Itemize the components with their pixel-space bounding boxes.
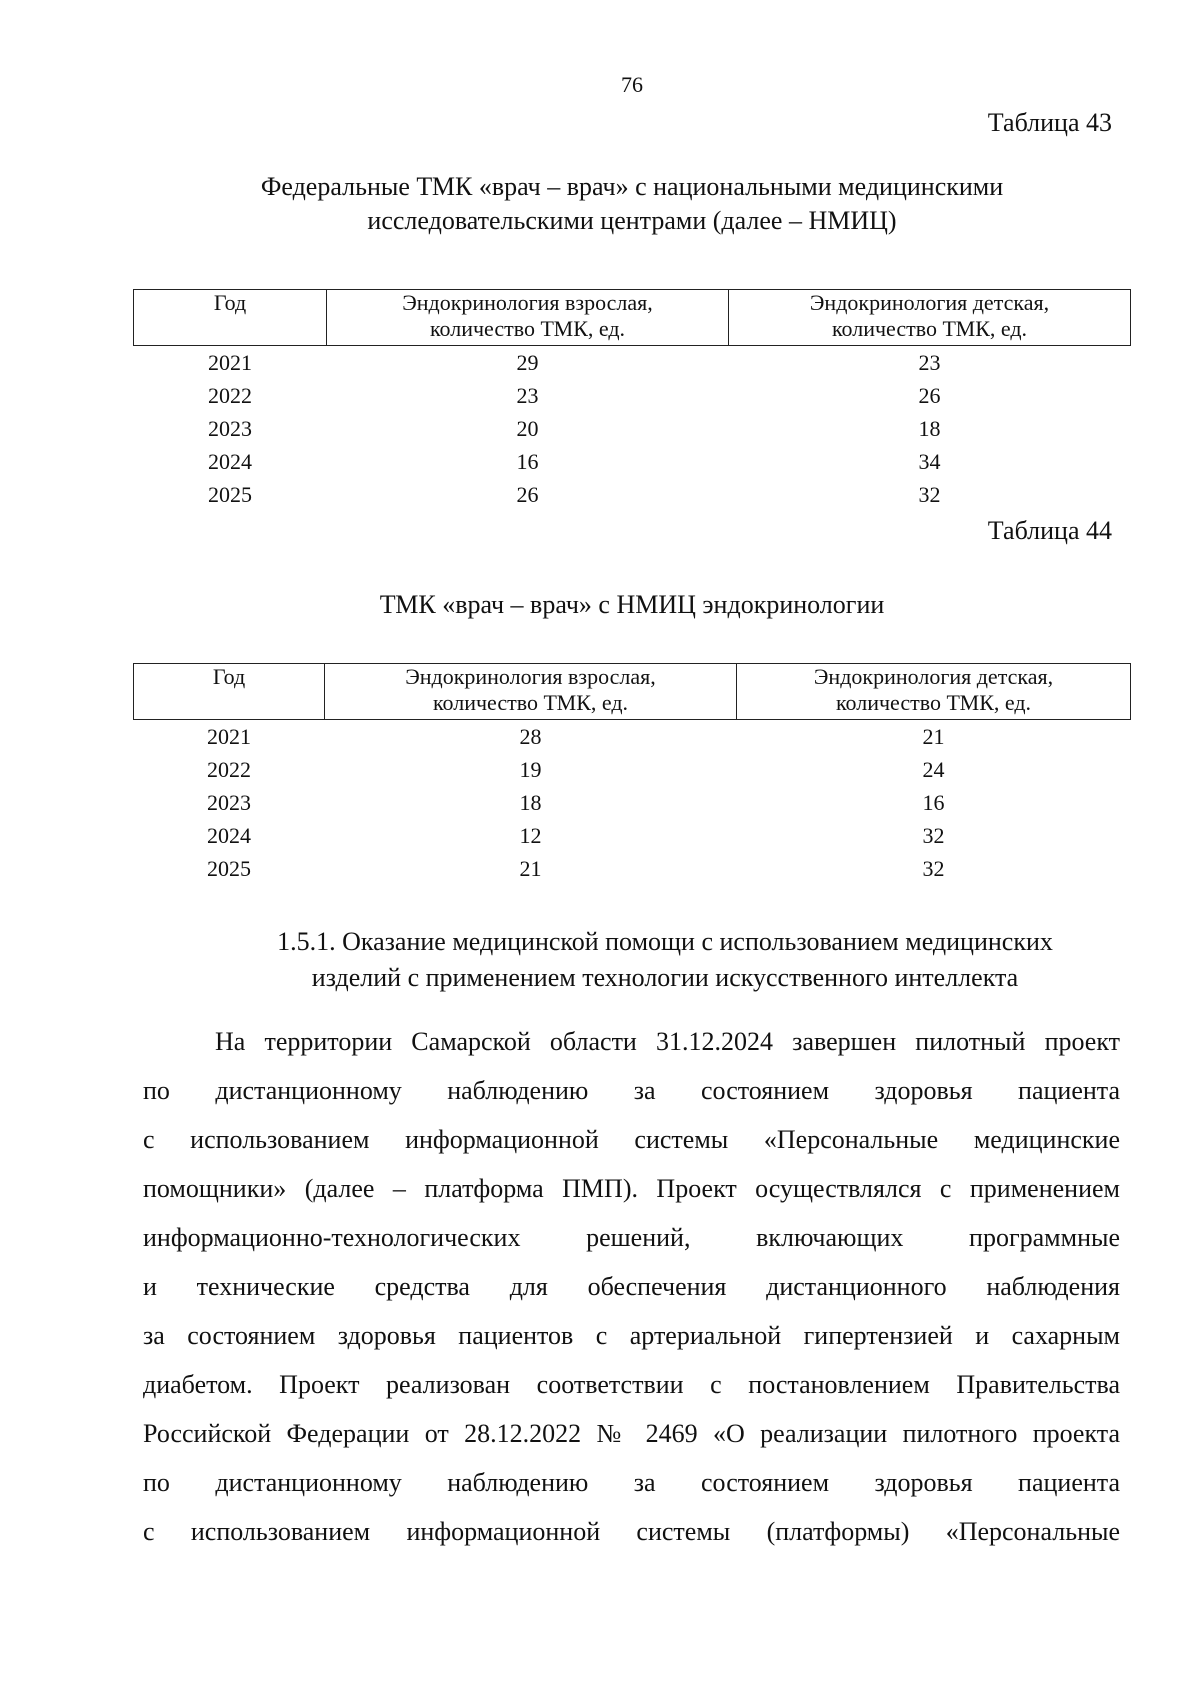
- cell-adult: 26: [516, 482, 539, 507]
- paragraph-line: за состоянием здоровья пациентов с артериальной гипертензией и сахарным: [143, 1321, 1120, 1350]
- table-row: [134, 346, 1131, 380]
- page-number: 76: [621, 72, 643, 97]
- header-adult-line-1: Эндокринология взрослая,: [405, 664, 656, 689]
- paragraph-line: На территории Самарской области 31.12.2024 завершен пилотный проект: [215, 1027, 1120, 1056]
- paragraph-line: помощники» (далее – платформа ПМП). Проект осуществлялся с применением: [143, 1174, 1120, 1203]
- cell-adult: 19: [519, 757, 542, 782]
- cell-year: 2021: [207, 724, 251, 749]
- table-44-header-adult: [325, 664, 737, 720]
- paragraph-line: Российской Федерации от 28.12.2022 № 2469 «О реализации пилотного проекта: [143, 1419, 1120, 1448]
- table-43-title-line-2: исследовательскими центрами (далее – НМИЦ): [367, 206, 897, 235]
- cell-child: 21: [922, 724, 945, 749]
- paragraph-line: информационно-технологических решений, включающих программные: [143, 1223, 1120, 1252]
- header-year-label: Год: [212, 664, 246, 689]
- table-row: [134, 412, 1131, 445]
- table-44-title: ТМК «врач – врач» с НМИЦ эндокринологии: [379, 590, 885, 619]
- section-heading-line-1: 1.5.1. Оказание медицинской помощи с использованием медицинских: [277, 927, 1053, 956]
- cell-adult: 21: [519, 856, 542, 881]
- paragraph-line: с использованием информационной системы «Персональные медицинские: [143, 1125, 1120, 1154]
- table-43: [133, 289, 1131, 511]
- cell-child: 32: [922, 856, 945, 881]
- section-heading: [200, 924, 1130, 996]
- cell-year: 2022: [208, 383, 252, 408]
- table-44: [133, 663, 1131, 885]
- cell-adult: 20: [516, 416, 539, 441]
- table-43-title-line-1: Федеральные ТМК «врач – врач» с национальными медицинскими: [260, 172, 1004, 201]
- header-adult-line-1: Эндокринология взрослая,: [402, 290, 653, 315]
- cell-adult: 12: [519, 823, 542, 848]
- cell-year: 2023: [207, 790, 251, 815]
- cell-year: 2025: [208, 482, 252, 507]
- table-row: [134, 445, 1131, 478]
- cell-child: 16: [922, 790, 945, 815]
- table-row: [134, 478, 1131, 511]
- paragraph-line: с использованием информационной системы (платформы) «Персональные: [143, 1517, 1120, 1546]
- table-43-header-row: [134, 290, 1131, 346]
- table-row: [134, 753, 1131, 786]
- cell-child: 23: [918, 350, 941, 375]
- cell-child: 18: [918, 416, 941, 441]
- cell-child: 32: [918, 482, 941, 507]
- header-child-line-1: Эндокринология детская,: [813, 664, 1054, 689]
- cell-year: 2024: [207, 823, 251, 848]
- cell-child: 26: [918, 383, 941, 408]
- paragraph-line: диабетом. Проект реализован соответствии с постановлением Правительства: [143, 1370, 1120, 1399]
- table-44-header-row: [134, 664, 1131, 720]
- cell-adult: 23: [516, 383, 539, 408]
- table-44-caption: Таблица 44: [987, 516, 1112, 545]
- cell-child: 34: [918, 449, 941, 474]
- paragraph-line: по дистанционному наблюдению за состоянием здоровья пациента: [143, 1468, 1120, 1497]
- header-child-line-2: количество ТМК, ед.: [831, 316, 1028, 341]
- cell-adult: 29: [516, 350, 539, 375]
- cell-child: 32: [922, 823, 945, 848]
- table-44-header-child: [737, 664, 1131, 720]
- cell-year: 2025: [207, 856, 251, 881]
- cell-year: 2023: [208, 416, 252, 441]
- table-row: [134, 852, 1131, 885]
- table-43-caption: Таблица 43: [987, 108, 1112, 137]
- table-row: [134, 786, 1131, 819]
- paragraph-line: и технические средства для обеспечения дистанционного наблюдения: [143, 1272, 1120, 1301]
- cell-year: 2024: [208, 449, 252, 474]
- table-43-header-year: [134, 290, 327, 346]
- table-43-header-adult: [327, 290, 729, 346]
- header-child-line-1: Эндокринология детская,: [809, 290, 1050, 315]
- table-row: [134, 720, 1131, 754]
- header-adult-line-2: количество ТМК, ед.: [432, 690, 629, 715]
- body-paragraph: [143, 1017, 1120, 1556]
- cell-year: 2021: [208, 350, 252, 375]
- table-43-header-child: [729, 290, 1131, 346]
- header-child-line-2: количество ТМК, ед.: [835, 690, 1032, 715]
- table-44-header-year: [134, 664, 325, 720]
- paragraph-line: по дистанционному наблюдению за состоянием здоровья пациента: [143, 1076, 1120, 1105]
- section-heading-line-2: изделий с применением технологии искусственного интеллекта: [311, 963, 1019, 992]
- header-year-label: Год: [213, 290, 247, 315]
- cell-year: 2022: [207, 757, 251, 782]
- cell-adult: 28: [519, 724, 542, 749]
- header-adult-line-2: количество ТМК, ед.: [429, 316, 626, 341]
- table-row: [134, 379, 1131, 412]
- table-row: [134, 819, 1131, 852]
- table-43-title: [0, 170, 1200, 238]
- cell-adult: 18: [519, 790, 542, 815]
- cell-child: 24: [922, 757, 945, 782]
- cell-adult: 16: [516, 449, 539, 474]
